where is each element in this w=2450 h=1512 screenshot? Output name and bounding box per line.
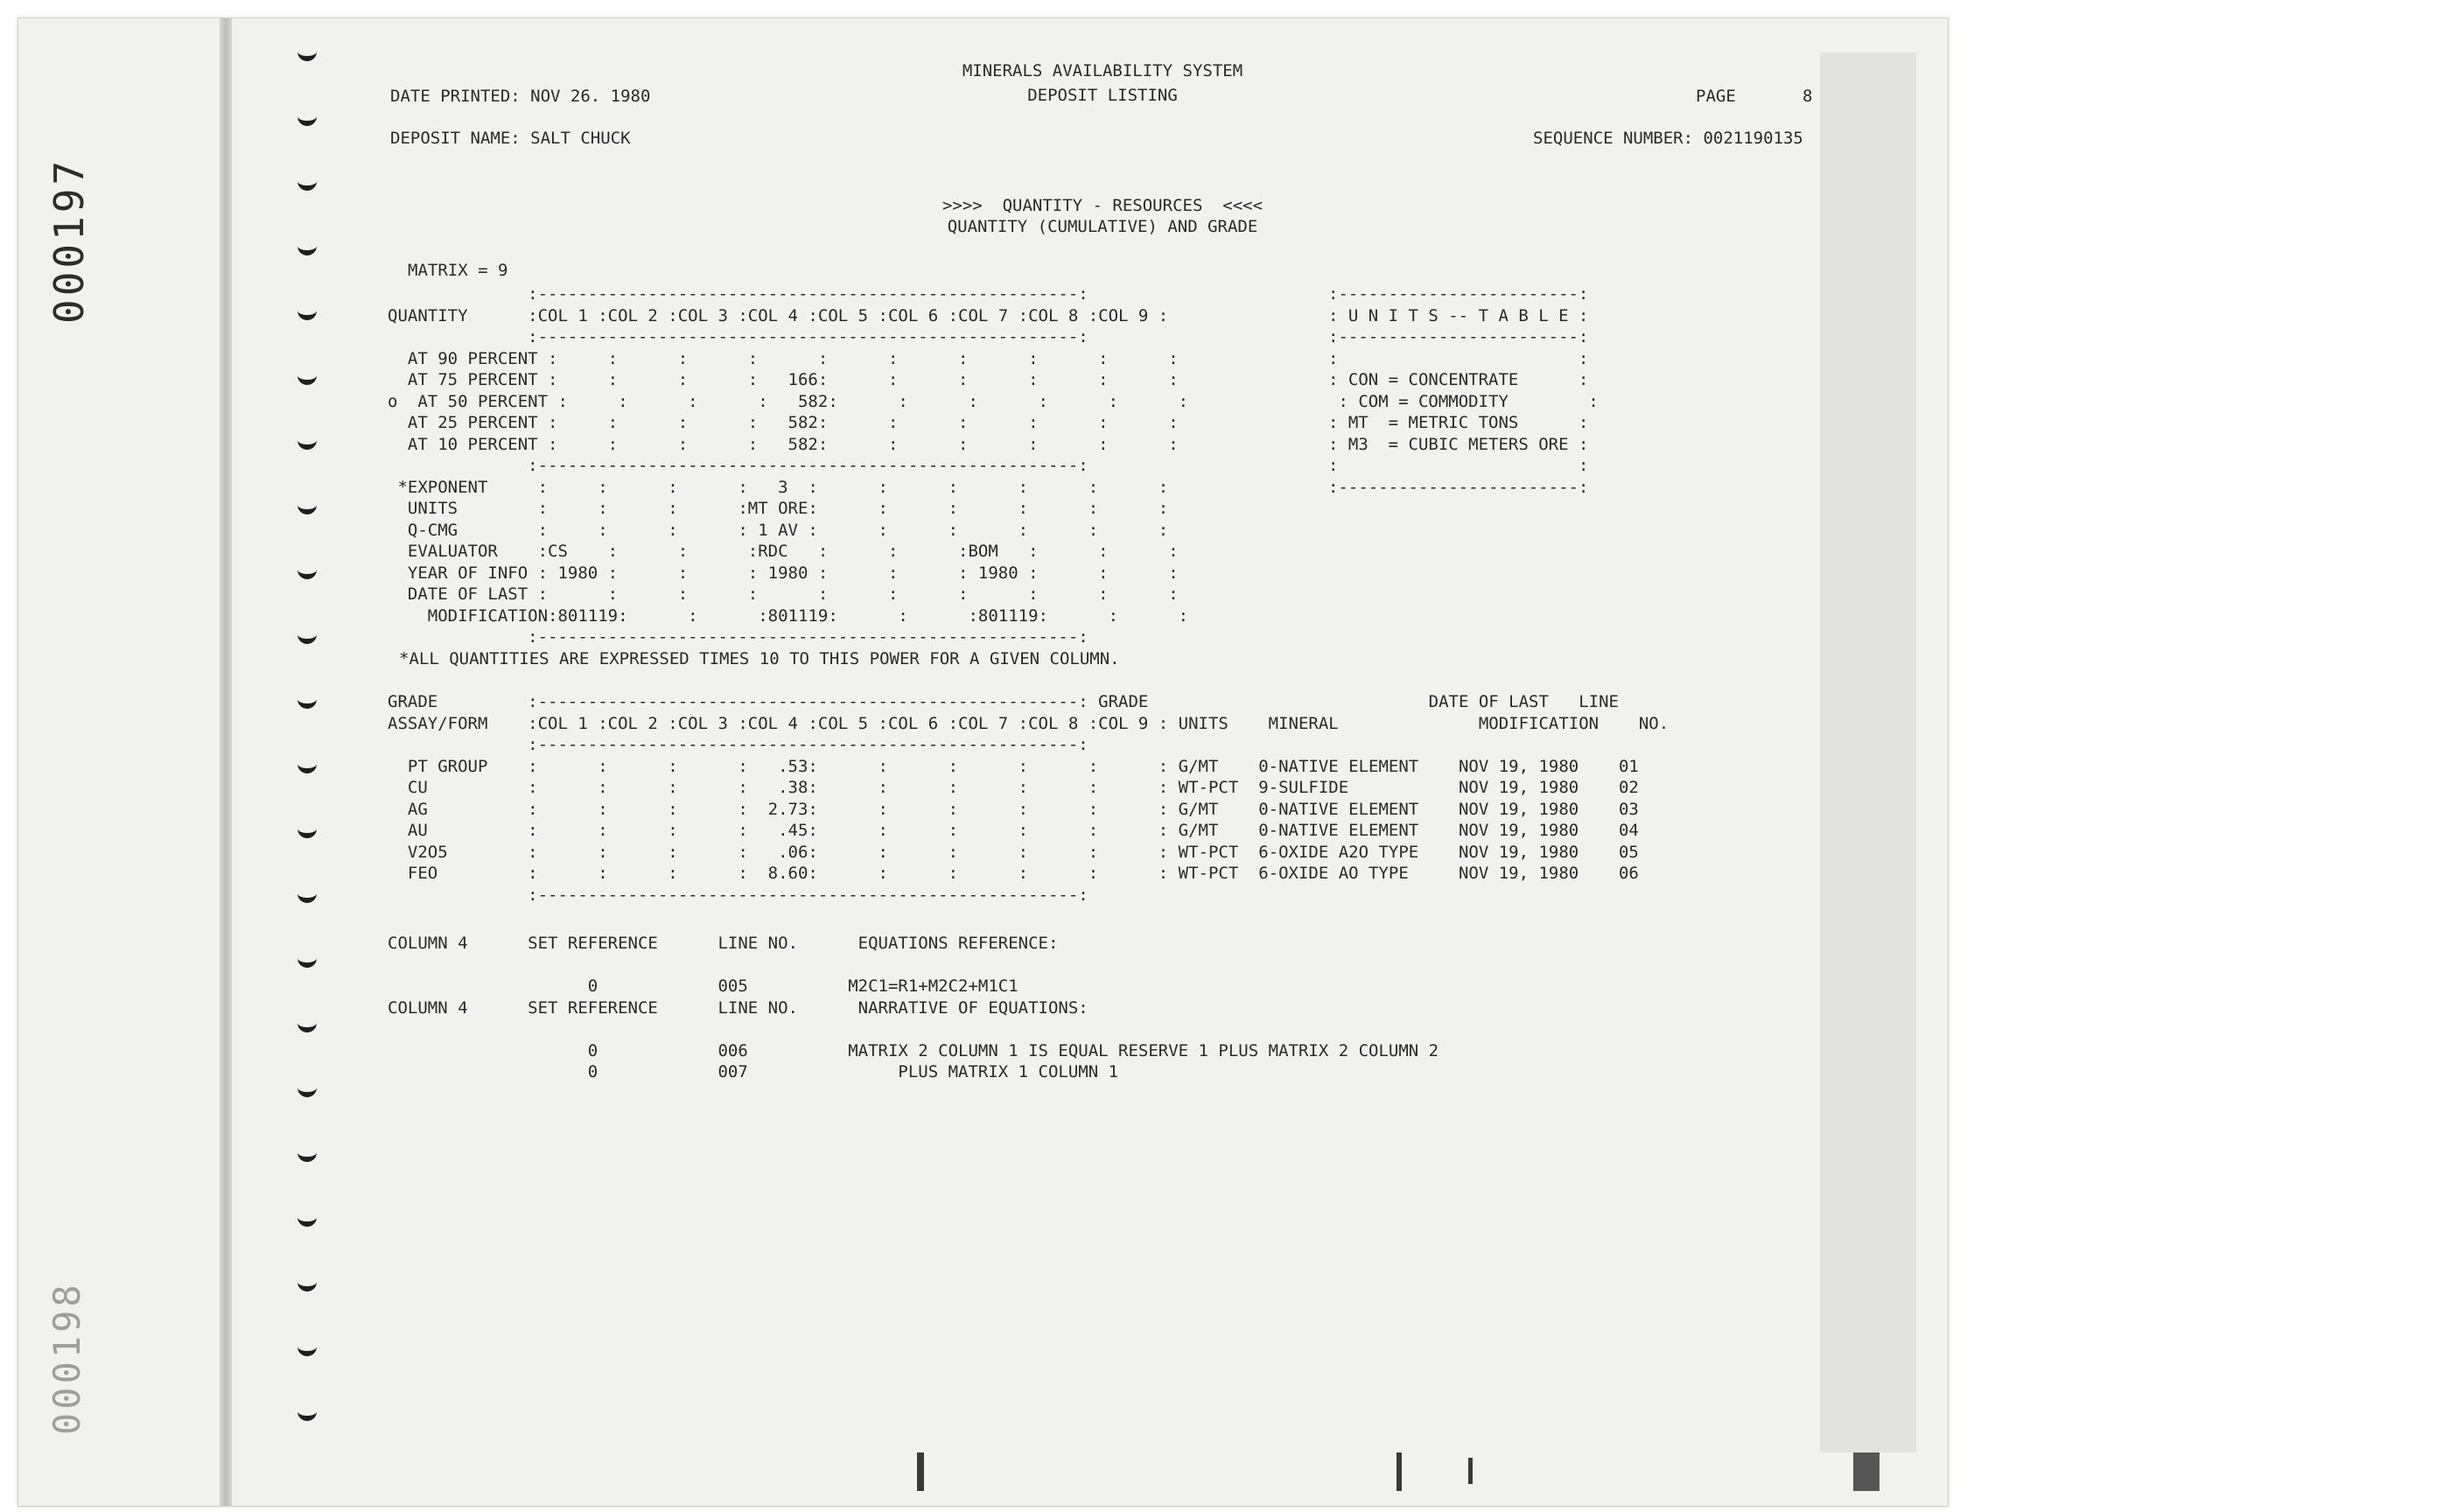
page-stamp-bottom: 000198 bbox=[46, 1281, 88, 1435]
table-row: EVALUATOR :CS : : :RDC : : :BOM : : : bbox=[388, 542, 1179, 561]
scan-mark bbox=[917, 1452, 924, 1491]
scan-mark bbox=[1468, 1458, 1473, 1484]
exponent-footnote: *ALL QUANTITIES ARE EXPRESSED TIMES 10 TO THIS POWER FOR A GIVEN COLUMN. bbox=[399, 649, 1120, 668]
table-row: :------------------------------------------------------: bbox=[388, 327, 1088, 346]
table-row: AT 10 PERCENT : : : : 582: : : : : : bbox=[388, 434, 1179, 454]
table-row: :------------------------------------------------------: bbox=[388, 284, 1088, 304]
page-number: 8 bbox=[1802, 87, 1813, 106]
system-title: MINERALS AVAILABILITY SYSTEM bbox=[962, 61, 1243, 80]
grade-table bbox=[388, 691, 1669, 906]
scan-mark bbox=[1853, 1452, 1880, 1491]
equation-line: 0 005 M2C1=R1+M2C2+M1C1 bbox=[388, 976, 1018, 996]
table-row: UNITS : : : :MT ORE: : : : : : bbox=[388, 499, 1169, 518]
table-row: AT 75 PERCENT : : : : 166: : : : : : bbox=[388, 370, 1179, 389]
units-row: :------------------------: bbox=[1328, 327, 1589, 346]
table-row: :------------------------------------------------------: bbox=[388, 735, 1088, 754]
table-header-row: QUANTITY :COL 1 :COL 2 :COL 3 :COL 4 :COL 5 :COL 6 :COL 7 :COL 8 :COL 9 : bbox=[388, 305, 1169, 326]
table-row: AT 25 PERCENT : : : : 582: : : : : : bbox=[388, 413, 1179, 432]
table-row: Q-CMG : : : : 1 AV : : : : : : bbox=[388, 520, 1169, 540]
table-row: DATE OF LAST : : : : : : : : : : bbox=[388, 584, 1179, 604]
table-row: MODIFICATION:801119: : :801119: : :801119: : : bbox=[388, 606, 1189, 626]
matrix-label: MATRIX = 9 bbox=[408, 261, 508, 280]
section-subtitle: QUANTITY (CUMULATIVE) AND GRADE bbox=[947, 217, 1258, 236]
table-row: :------------------------------------------------------: bbox=[388, 627, 1088, 647]
units-table bbox=[1328, 284, 1599, 498]
scan-shadow bbox=[1820, 52, 1916, 1452]
sequence-number: SEQUENCE NUMBER: 0021190135 bbox=[1533, 129, 1803, 148]
table-row: V2O5 : : : : .06: : : : : : WT-PCT 6-OXIDE A2O TYPE NOV 19, 1980 05 bbox=[388, 842, 1639, 862]
equation-header: COLUMN 4 SET REFERENCE LINE NO. NARRATIVE OF EQUATIONS: bbox=[388, 998, 1088, 1018]
table-row: YEAR OF INFO : 1980 : : : 1980 : : : 1980 : : : bbox=[388, 563, 1179, 583]
table-row: :------------------------------------------------------: bbox=[388, 456, 1088, 475]
units-row: : CON = CONCENTRATE : bbox=[1328, 370, 1589, 389]
table-row: o AT 50 PERCENT : : : : 582: : : : : : bbox=[388, 391, 1189, 411]
deposit-name: DEPOSIT NAME: SALT CHUCK bbox=[390, 129, 631, 148]
date-printed: DATE PRINTED: NOV 26. 1980 bbox=[390, 87, 651, 106]
quantity-table bbox=[388, 284, 1188, 648]
page-label: PAGE bbox=[1696, 87, 1736, 106]
units-row: : M3 = CUBIC METERS ORE : bbox=[1328, 434, 1589, 454]
equation-line: 0 007 PLUS MATRIX 1 COLUMN 1 bbox=[388, 1062, 1119, 1082]
units-row: :------------------------: bbox=[1328, 477, 1589, 497]
table-row: CU : : : : .38: : : : : : WT-PCT 9-SULFIDE NOV 19, 1980 02 bbox=[388, 778, 1639, 797]
page-stamp-top: 000197 bbox=[46, 157, 93, 324]
units-row: : MT = METRIC TONS : bbox=[1328, 413, 1589, 432]
table-row: FEO : : : : 8.60: : : : : : WT-PCT 6-OXIDE AO TYPE NOV 19, 1980 06 bbox=[388, 864, 1639, 883]
table-row: AU : : : : .45: : : : : : G/MT 0-NATIVE ELEMENT NOV 19, 1980 04 bbox=[388, 821, 1639, 840]
equations-section bbox=[388, 933, 1438, 1083]
units-row: : COM = COMMODITY : bbox=[1328, 391, 1599, 411]
equation-line: 0 006 MATRIX 2 COLUMN 1 IS EQUAL RESERVE 1 PLUS MATRIX 2 COLUMN 2 bbox=[388, 1040, 1439, 1060]
units-row: :------------------------: bbox=[1328, 284, 1589, 304]
table-header-row: ASSAY/FORM :COL 1 :COL 2 :COL 3 :COL 4 :COL 5 :COL 6 :COL 7 :COL 8 :COL 9 : UNITS MINERAL MODIFICATION NO. bbox=[388, 713, 1670, 733]
scan-mark bbox=[1396, 1452, 1402, 1491]
table-header-row: GRADE :------------------------------------------------------: GRADE DATE OF LAST LINE bbox=[388, 692, 1619, 711]
report-title: DEPOSIT LISTING bbox=[1027, 86, 1178, 105]
perforation-strip bbox=[220, 18, 232, 1506]
table-row: AG : : : : 2.73: : : : : : G/MT 0-NATIVE ELEMENT NOV 19, 1980 03 bbox=[388, 799, 1639, 819]
table-row: PT GROUP : : : : .53: : : : : : G/MT 0-NATIVE ELEMENT NOV 19, 1980 01 bbox=[388, 756, 1639, 776]
equation-header: COLUMN 4 SET REFERENCE LINE NO. EQUATIONS REFERENCE: bbox=[388, 934, 1059, 953]
units-title: : U N I T S -- T A B L E : bbox=[1328, 305, 1589, 326]
section-title: >>>> QUANTITY - RESOURCES <<<< bbox=[942, 196, 1264, 215]
units-row: : : bbox=[1328, 348, 1589, 368]
table-row: AT 90 PERCENT : : : : : : : : : : bbox=[388, 348, 1179, 368]
units-row: : : bbox=[1328, 456, 1589, 475]
table-row: *EXPONENT : : : : 3 : : : : : : bbox=[388, 477, 1169, 497]
table-row: :------------------------------------------------------: bbox=[388, 885, 1088, 905]
